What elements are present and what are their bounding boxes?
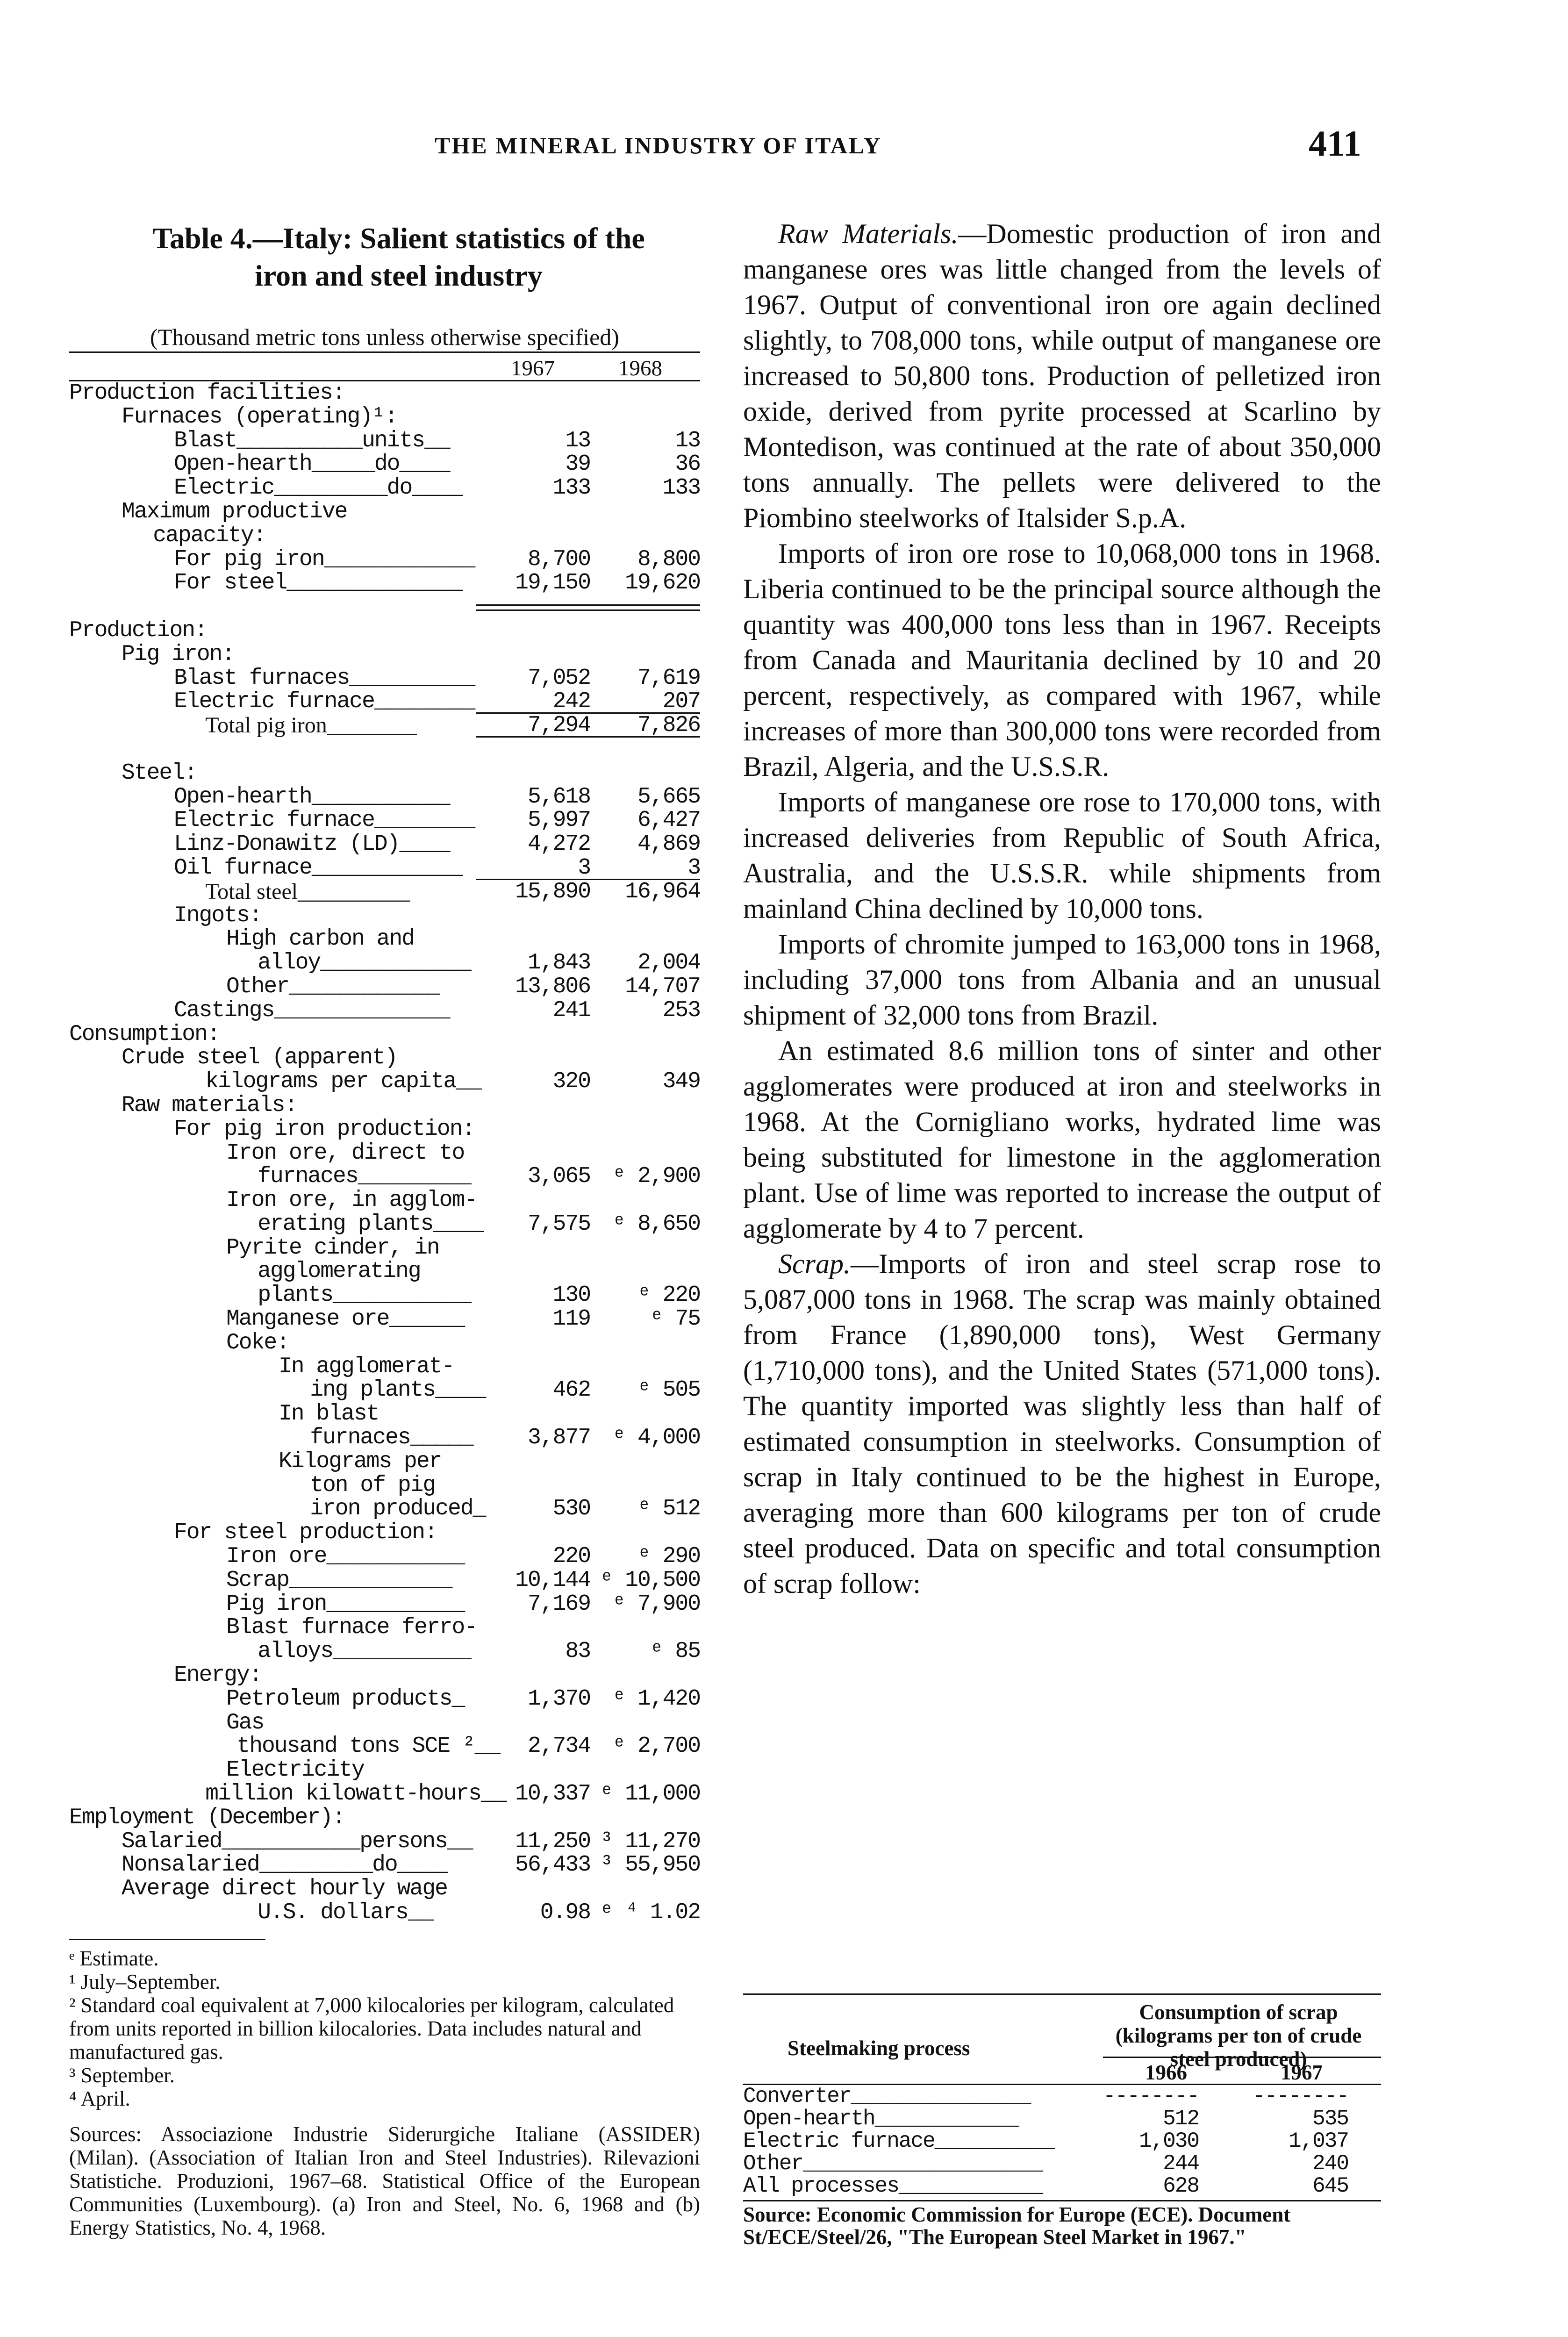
scrap-row-label: Converter_______________ [743, 2084, 1031, 2108]
row-label: For pig iron____________ [174, 546, 475, 572]
value-1967: 3,877 [527, 1425, 590, 1451]
footnote-rule [69, 1939, 265, 1940]
row-label: Iron ore, in agglom- [226, 1188, 477, 1213]
value-1967: 3,065 [527, 1164, 590, 1190]
table-row [69, 1165, 700, 1189]
paragraph-iron-ore-imports: Imports of iron ore rose to 10,068,000 tons in 1968. Liberia continued to be the principal source although the quantity was 400,000 tons less than in 1967. Receipts from Canada and Mauritania declined by 10 and 20 percent, respectively, as compared with 1967, while increases of more than 300,000 tons were recorded from Brazil, Algeria, and the U.S.S.R. [743, 538, 1381, 782]
table-row [69, 1663, 700, 1687]
value-1967: 7,169 [527, 1591, 590, 1617]
value-1967: 56,433 [515, 1852, 590, 1878]
value-1967: 130 [552, 1283, 590, 1308]
table-sources: Sources: Associazione Industrie Siderurgiche Italiane (ASSIDER) (Milan). (Association of Italian Iron and Steel Industries). Rilevazioni Statistiche. Produzioni, 1967–68. Statistical Office of the European Communities (Luxembourg). (a) Iron and Steel, No. 6, 1968 and (b) Energy Statistics, No. 4, 1968. [69, 2122, 700, 2239]
scrap-header-subrule [1103, 2057, 1381, 2058]
value-1968: 6,427 [637, 808, 700, 833]
table-unit-note: (Thousand metric tons unless otherwise specified) [150, 324, 619, 350]
value-1968: 7,619 [637, 665, 700, 691]
value-1968: ᵉ 1,420 [612, 1686, 700, 1712]
table-row [69, 1118, 700, 1141]
table-row [69, 1830, 700, 1854]
scrap-table-source: Source: Economic Commission for Europe (ECE). Document St/ECE/Steel/26, "The European Steel Market in 1967." [743, 2203, 1291, 2249]
table-row [69, 1640, 700, 1663]
value-1967: 5,997 [527, 808, 590, 833]
scrap-row [743, 2085, 1381, 2108]
row-label: Total steel__________ [205, 879, 410, 904]
row-label: Electric furnace________ [174, 689, 475, 715]
scrap-row-label: All processes____________ [743, 2174, 1043, 2198]
row-label: Electric furnace________ [174, 808, 475, 833]
value-1967: 39 [565, 452, 590, 477]
table-row [69, 1901, 700, 1925]
running-head: THE MINERAL INDUSTRY OF ITALY [435, 132, 882, 158]
scrap-value-1967: -------- [1253, 2084, 1348, 2108]
scrap-row-label: Other____________________ [743, 2151, 1043, 2176]
value-1968: ᵉ 11,000 [600, 1781, 700, 1807]
table-row [69, 1212, 700, 1236]
row-label: Ingots: [174, 903, 262, 928]
table-row [69, 1189, 700, 1212]
row-label: Castings______________ [174, 997, 450, 1023]
footnote-2: ² Standard coal equivalent at 7,000 kilocalories per kilogram, calculated from units reported in billion kilocalories. Data includes natural and manufactured gas. [69, 1993, 674, 2064]
value-1968: ³ 55,950 [600, 1852, 700, 1878]
table-row [69, 643, 700, 667]
row-label: alloys___________ [258, 1639, 471, 1664]
row-label: Petroleum products_ [226, 1686, 465, 1712]
value-1967: 7,052 [527, 665, 590, 691]
value-1967: 530 [552, 1496, 590, 1522]
row-label: Total pig iron________ [205, 713, 417, 738]
scrap-header-1967: 1967 [1281, 2061, 1323, 2084]
row-label: capacity: [153, 523, 266, 548]
table-header [69, 353, 700, 380]
table-row [69, 571, 700, 595]
table-row [69, 1711, 700, 1735]
table-row [69, 1378, 700, 1402]
scrap-value-1967: 535 [1312, 2107, 1348, 2131]
table-row [69, 500, 700, 524]
paragraph-manganese-imports: Imports of manganese ore rose to 170,000 tons, with increased deliveries from Republic of South Africa, Australia, and the U.S.S.R. while shipments from mainland China declined by 10,000 tons. [743, 787, 1381, 924]
table-row [69, 619, 700, 643]
table-row [69, 1283, 700, 1307]
table-row [69, 785, 700, 809]
value-1967: 241 [552, 997, 590, 1023]
row-label: Linz-Donawitz (LD)____ [174, 832, 450, 857]
table-row [69, 1141, 700, 1165]
value-1968: 3 [687, 855, 700, 881]
value-1967: 5,618 [527, 784, 590, 810]
table-row [69, 999, 700, 1023]
row-label: Electric_________do____ [174, 475, 462, 501]
value-1967: 10,337 [515, 1781, 590, 1807]
row-label: Blast furnaces__________ [174, 665, 475, 691]
table-row [69, 1307, 700, 1331]
row-label: Blast furnace ferro- [226, 1615, 477, 1641]
table-row [69, 405, 700, 429]
value-1967: 13,806 [515, 974, 590, 999]
row-label: ing plants____ [310, 1377, 486, 1403]
value-1968: 14,707 [625, 974, 700, 999]
row-label: thousand tons SCE ²__ [236, 1734, 500, 1759]
value-1968: ᵉ 512 [637, 1496, 700, 1522]
table-row [69, 1094, 700, 1118]
table-row [69, 690, 700, 714]
table-row [69, 1758, 700, 1782]
value-1968: 36 [675, 452, 700, 477]
row-label: alloy____________ [258, 950, 471, 976]
table-title [97, 220, 700, 294]
table-row [69, 927, 700, 951]
table-row [69, 548, 700, 572]
table-row [69, 714, 700, 738]
row-label: Open-hearth_____do____ [174, 452, 450, 477]
row-label: Nonsalaried_________do____ [122, 1852, 447, 1878]
table-row [69, 1545, 700, 1569]
footnote-estimate: ᵉ Estimate. [69, 1946, 159, 1970]
value-1968: 349 [662, 1069, 700, 1095]
value-1967: 7,294 [527, 713, 590, 738]
table-title-line-1: Table 4.—Italy: Salient statistics of the [152, 222, 645, 255]
row-label: Scrap_____________ [226, 1567, 452, 1593]
row-label: Raw materials: [122, 1092, 297, 1118]
row-label: iron produced_ [310, 1496, 486, 1522]
table-row [69, 738, 700, 761]
row-label: Average direct hourly wage [122, 1876, 447, 1902]
value-1967: 15,890 [515, 879, 590, 904]
value-1968: ᵉ 10,500 [600, 1567, 700, 1593]
table-row [69, 1569, 700, 1592]
table-row [69, 832, 700, 856]
table-row [69, 1355, 700, 1379]
row-label: For steel______________ [174, 570, 462, 596]
value-1968: ᵉ 505 [637, 1377, 700, 1403]
scrap-row [743, 2175, 1381, 2197]
row-label: kilograms per capita__ [205, 1069, 481, 1095]
value-1967: 13 [565, 428, 590, 453]
table-row [69, 1046, 700, 1070]
scrap-row [743, 2152, 1381, 2175]
table-row [69, 1450, 700, 1474]
body-text-column [743, 216, 1381, 1601]
value-1968: ᵉ 7,900 [612, 1591, 700, 1617]
value-1968: ᵉ 8,650 [612, 1211, 700, 1237]
row-label: For steel production: [174, 1520, 437, 1546]
table-row [69, 1687, 700, 1711]
row-label: Salaried___________persons__ [122, 1828, 473, 1854]
scrap-value-1966: 244 [1163, 2151, 1199, 2176]
paragraph-chromite-imports: Imports of chromite jumped to 163,000 tons in 1968, including 37,000 tons from Albania and an unusual shipment of 32,000 tons from Brazil. [743, 929, 1381, 1031]
raw-materials-text: —Domestic production of iron and manganese ores was little changed from the levels of 1967. Output of conventional iron ore again declined slightly, to 708,000 tons, while output of manganese ore increased to 50,800 tons. Production of pelletized iron oxide, derived from pyrite processed at Scarlino by Montedison, was continued at the rate of about 350,000 tons annually. The pellets were delivered to the Piombino steelworks of Italsider S.p.A. [743, 218, 1381, 533]
value-1968: 207 [662, 689, 700, 715]
value-1967: 19,150 [515, 570, 590, 596]
row-label: Furnaces (operating)¹: [122, 404, 397, 430]
table-footnotes [69, 1939, 700, 2110]
table-row [69, 1735, 700, 1758]
value-1968: ᵉ 85 [650, 1639, 700, 1664]
table-row [69, 1426, 700, 1450]
value-1967: 10,144 [515, 1567, 590, 1593]
column-header-1967: 1967 [511, 356, 555, 380]
row-label: Manganese ore______ [226, 1306, 465, 1332]
row-label: Coke: [226, 1330, 289, 1355]
table-row [69, 1497, 700, 1521]
table-row [69, 1070, 700, 1094]
paragraph-agglomerates: An estimated 8.6 million tons of sinter and other agglomerates were produced at iron and steelworks in 1968. At the Cornigliano works, hydrated lime was being substituted for limestone in the agglomeration plant. Use of lime was reported to increase the output of agglomerate by 4 to 7 percent. [743, 1035, 1381, 1244]
row-label: agglomerating [258, 1259, 421, 1284]
footnote-3: ³ September. [69, 2063, 175, 2087]
value-1967: 3 [578, 855, 590, 881]
table-row [69, 595, 700, 619]
table-row [69, 1806, 700, 1830]
table-row [69, 381, 700, 405]
value-1967: 1,843 [527, 950, 590, 976]
scrap-value-1967: 645 [1312, 2174, 1348, 2198]
table-row [69, 1023, 700, 1047]
scrap-row [743, 2130, 1381, 2152]
column-header-1968: 1968 [618, 356, 662, 380]
paragraph-scrap [743, 1246, 1381, 1601]
table-row [69, 476, 700, 500]
table-row [69, 761, 700, 785]
value-1968: 7,826 [637, 713, 700, 738]
table-row [69, 975, 700, 999]
scrap-header-consumption: Consumption of scrap (kilograms per ton of crude steel produced) [1115, 2000, 1362, 2071]
row-label: Employment (December): [69, 1805, 345, 1830]
row-label: Consumption: [69, 1021, 220, 1047]
row-label: Steel: [122, 760, 197, 786]
row-label: In agglomerat- [279, 1354, 454, 1379]
table-row [69, 524, 700, 548]
value-1967: 119 [552, 1306, 590, 1332]
row-label: plants___________ [258, 1283, 471, 1308]
footnote-1: ¹ July–September. [69, 1970, 221, 1993]
row-label: Crude steel (apparent) [122, 1045, 397, 1071]
row-label: Oil furnace____________ [174, 855, 462, 881]
scrap-value-1966: 1,030 [1138, 2129, 1199, 2153]
value-1967: 4,272 [527, 832, 590, 857]
scrap-value-1966: 512 [1163, 2107, 1199, 2131]
value-1967: 320 [552, 1069, 590, 1095]
value-1967: 242 [552, 689, 590, 715]
value-1967: 0.98 [540, 1900, 590, 1925]
value-1967: 8,700 [527, 546, 590, 572]
scrap-table-header [743, 1995, 1381, 2084]
row-label: For pig iron production: [174, 1116, 475, 1142]
row-label: Production: [69, 617, 207, 643]
row-label: Iron ore, direct to [226, 1140, 465, 1166]
row-label: ton of pig [310, 1472, 436, 1498]
row-label: Energy: [174, 1663, 262, 1688]
row-label: Maximum productive [122, 499, 347, 524]
value-1968: 4,869 [637, 832, 700, 857]
value-1968: ᵉ 4,000 [612, 1425, 700, 1451]
table-row [69, 667, 700, 690]
scrap-row-label: Open-hearth____________ [743, 2107, 1018, 2131]
row-label: Production facilities: [69, 380, 345, 406]
value-1967: 2,734 [527, 1734, 590, 1759]
scrap-value-1967: 240 [1312, 2151, 1348, 2176]
value-1968: 133 [662, 475, 700, 501]
table-row [69, 1236, 700, 1260]
value-1967: 11,250 [515, 1828, 590, 1854]
row-label: In blast [279, 1401, 379, 1427]
row-label: Pyrite cinder, in [226, 1235, 439, 1261]
row-label: Iron ore___________ [226, 1544, 465, 1570]
table-row [69, 856, 700, 880]
scrap-row [743, 2108, 1381, 2130]
table-body [69, 381, 700, 1925]
table-row [69, 1402, 700, 1426]
value-1968: 19,620 [625, 570, 700, 596]
runin-heading-scrap: Scrap. [778, 1248, 851, 1279]
value-1968: 8,800 [637, 546, 700, 572]
row-label: Blast__________units__ [174, 428, 450, 453]
value-1968: ᵉ 2,700 [612, 1734, 700, 1759]
scrap-table-body [743, 2085, 1381, 2197]
table-row [69, 904, 700, 928]
table-row [69, 1782, 700, 1806]
table-row [69, 452, 700, 476]
row-label: Gas [226, 1710, 264, 1735]
row-label: Kilograms per [279, 1448, 442, 1474]
table-title-line-2: iron and steel industry [255, 259, 543, 292]
value-1968: 5,665 [637, 784, 700, 810]
table-4-column [69, 220, 700, 2239]
scrap-value-1966: 628 [1163, 2174, 1199, 2198]
table-row [69, 880, 700, 904]
scrap-header-process: Steelmaking process [788, 2036, 970, 2060]
value-1968: ³ 11,270 [600, 1828, 700, 1854]
row-label: erating plants____ [258, 1211, 483, 1237]
scrap-header-1966: 1966 [1145, 2061, 1187, 2084]
value-1967: 83 [565, 1639, 590, 1664]
row-label: Pig iron___________ [226, 1591, 465, 1617]
scrap-value-1966: -------- [1103, 2084, 1199, 2108]
value-1967: 220 [552, 1544, 590, 1570]
value-1967: 133 [552, 475, 590, 501]
scrap-table [743, 1993, 1381, 2248]
value-1968: ᵉ 75 [650, 1306, 700, 1332]
row-label: Open-hearth___________ [174, 784, 450, 810]
row-label: High carbon and [226, 926, 415, 952]
value-1967: 1,370 [527, 1686, 590, 1712]
table-row [69, 1260, 700, 1283]
row-label: Other____________ [226, 974, 439, 999]
value-1968: ᵉ 2,900 [612, 1164, 700, 1190]
row-label: furnaces_________ [258, 1164, 471, 1190]
value-1968: ᵉ ⁴ 1.02 [600, 1900, 700, 1925]
value-1968: 13 [675, 428, 700, 453]
row-label: million kilowatt-hours__ [205, 1781, 506, 1807]
row-label: U.S. dollars__ [258, 1900, 433, 1925]
page-number: 411 [1309, 123, 1361, 164]
runin-heading-raw-materials: Raw Materials. [778, 218, 959, 249]
double-rule [476, 604, 700, 611]
scrap-value-1967: 1,037 [1288, 2129, 1348, 2153]
table-row [69, 1616, 700, 1640]
table-row [69, 429, 700, 453]
table-row [69, 951, 700, 975]
paragraph-raw-materials [743, 216, 1381, 536]
row-label: Electricity [226, 1757, 364, 1783]
row-label: furnaces_____ [310, 1425, 473, 1451]
table-row [69, 809, 700, 832]
row-label: Pig iron: [122, 641, 235, 667]
footnote-4: ⁴ April. [69, 2086, 130, 2110]
value-1967: 462 [552, 1377, 590, 1403]
table-row [69, 1592, 700, 1616]
table-row [69, 1474, 700, 1498]
table-row [69, 1853, 700, 1877]
value-1968: 16,964 [625, 879, 700, 904]
table-row [69, 1331, 700, 1355]
scrap-row-label: Electric furnace__________ [743, 2129, 1054, 2153]
scrap-table-bottom-rule [743, 2200, 1381, 2201]
value-1968: ᵉ 290 [637, 1544, 700, 1570]
value-1968: 253 [662, 997, 700, 1023]
table-row [69, 1877, 700, 1901]
table-row [69, 1521, 700, 1545]
scrap-text: —Imports of iron and steel scrap rose to 5,087,000 tons in 1968. The scrap was mainly obtained from France (1,890,000 tons), West Germany (1,710,000 tons), and the United States (571,000 tons). The quantity imported was slightly less than half of estimated consumption in steelworks. Consumption of scrap in Italy continued to be the highest in Europe, averaging more than 600 kilograms per ton of crude steel produced. Data on specific and total consumption of scrap follow: [743, 1248, 1381, 1599]
value-1967: 7,575 [527, 1211, 590, 1237]
value-1968: 2,004 [637, 950, 700, 976]
value-1968: ᵉ 220 [637, 1283, 700, 1308]
